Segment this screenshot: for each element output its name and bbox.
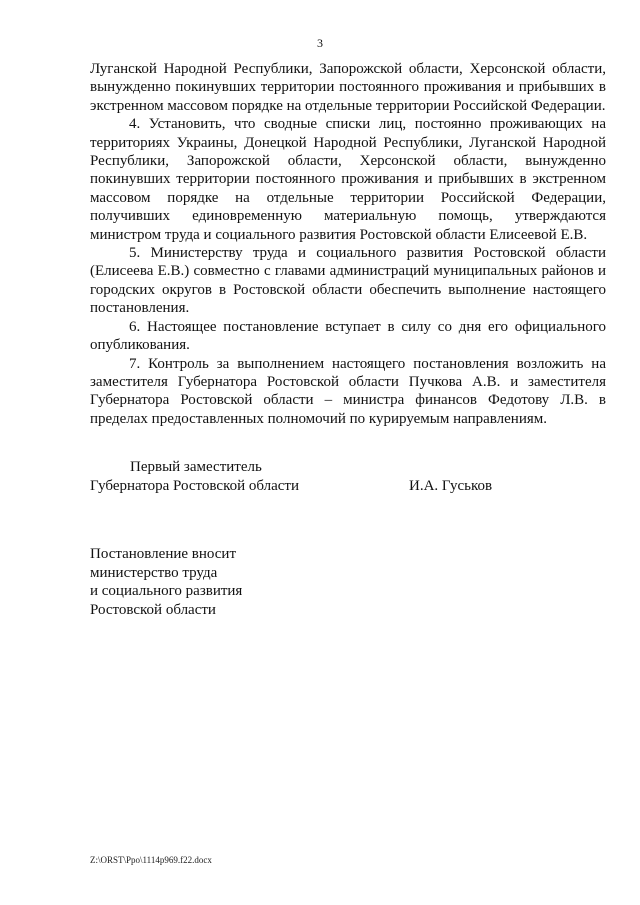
- submitted-by-line: и социального развития: [90, 583, 243, 599]
- paragraph-6: 6. Настоящее постановление вступает в силу со дня его официального опубликования.: [90, 318, 606, 354]
- signatory-title-line1: Первый заместитель: [130, 459, 262, 475]
- signature-block: [90, 458, 606, 496]
- signature-row: [90, 477, 606, 496]
- paragraph-5: 5. Министерству труда и социального развития Ростовской области (Елисеева Е.В.) совместно с главами администраций муниципальных районов и городских округов в Ростовской области обеспечить выполнение настоящего постановления.: [90, 245, 606, 317]
- signatory-name: И.А. Гуськов: [409, 477, 493, 494]
- document-body: [90, 60, 606, 428]
- file-path-footer: Z:\ORST\Ppo\1114p969.f22.docx: [90, 855, 212, 865]
- submitted-by-line: министерство труда: [90, 564, 218, 581]
- page-number: 3: [317, 36, 323, 50]
- signatory-title-line2: Губернатора Ростовской области: [90, 477, 300, 494]
- paragraph-4: 4. Установить, что сводные списки лиц, постоянно проживающих на территориях Украины, Донецкой Народной Республики, Луганской Народной Республики, Запорожской области, Херсонской области, вынужденно покинувших территории постоянного проживания и прибывших в экстренном массовом порядке на отдельные территории Российской Федерации, получивших единовременную материальную помощь, утверждаются министром труда и социального развития Ростовской области Елисеевой Е.В.: [90, 116, 606, 243]
- paragraph-7: 7. Контроль за выполнением настоящего постановления возложить на заместителя Губернатора Ростовской области Пучкова А.В. и заместителя Губернатора Ростовской области – министра финансов Федотову Л.В. в пределах предоставленных полномочий по курируемым направлениям.: [90, 355, 606, 427]
- submitted-by-line: Ростовской области: [90, 601, 216, 618]
- submitted-by-block: [90, 545, 390, 619]
- submitted-by-line: Постановление вносит: [90, 546, 237, 562]
- paragraph-continuation: Луганской Народной Республики, Запорожской области, Херсонской области, вынужденно покинувших территории постоянного проживания и прибывших в экстренном массовом порядке на отдельные территории Российской Федерации.: [90, 61, 606, 114]
